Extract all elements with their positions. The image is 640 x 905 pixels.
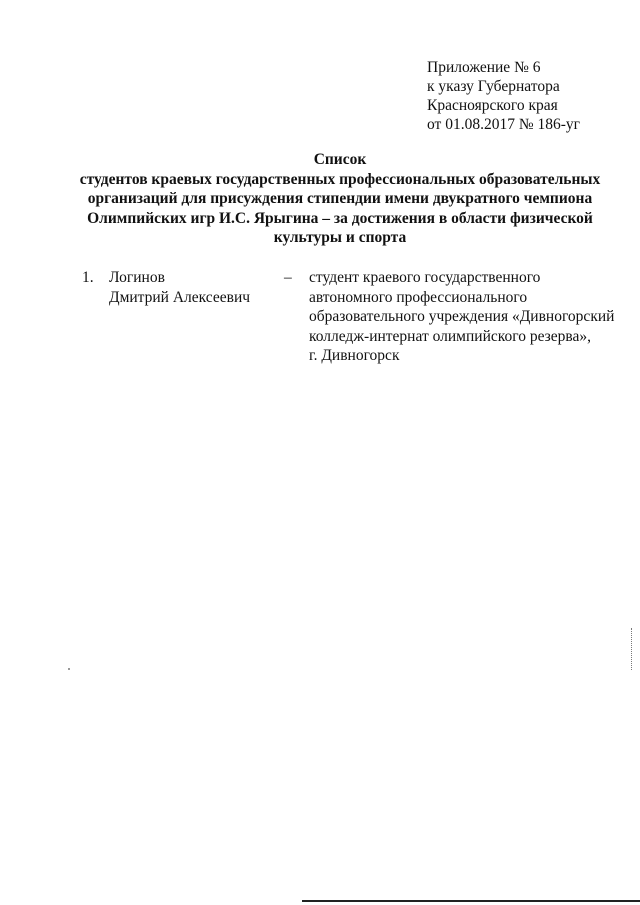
heading-line: культуры и спорта	[273, 229, 407, 246]
list-title: Список	[313, 151, 367, 168]
appendix-line: к указу Губернатора	[427, 78, 560, 95]
student-name-line: Логинов	[109, 269, 165, 286]
appendix-line: Красноярского края	[427, 97, 558, 114]
appendix-line: от 01.08.2017 № 186-уг	[427, 116, 581, 133]
scan-dot-mark	[68, 668, 70, 670]
description-line: автономного профессионального	[309, 288, 528, 306]
student-name-line: Дмитрий Алексеевич	[109, 288, 251, 306]
student-name	[109, 268, 250, 307]
appendix-block	[427, 58, 580, 134]
description-line: г. Дивногорск	[309, 347, 400, 364]
entry-dash: –	[284, 269, 292, 286]
bottom-edge-line	[302, 900, 640, 902]
scan-edge-mark	[631, 628, 634, 670]
description-line: колледж-интернат олимпийского резерва»,	[309, 327, 592, 345]
heading-line: организаций для присуждения стипендии имени двукратного чемпиона	[87, 190, 593, 207]
student-description	[309, 268, 614, 366]
description-line: студент краевого государственного	[309, 269, 541, 286]
heading-line: студентов краевых государственных профессиональных образовательных	[79, 170, 601, 188]
entry-number: 1.	[82, 269, 94, 286]
list-heading	[70, 150, 610, 248]
appendix-line: Приложение № 6	[427, 59, 541, 76]
description-line: образовательного учреждения «Дивногорский	[309, 308, 615, 325]
heading-line: Олимпийских игр И.С. Ярыгина – за достижения в области физической	[87, 209, 593, 227]
